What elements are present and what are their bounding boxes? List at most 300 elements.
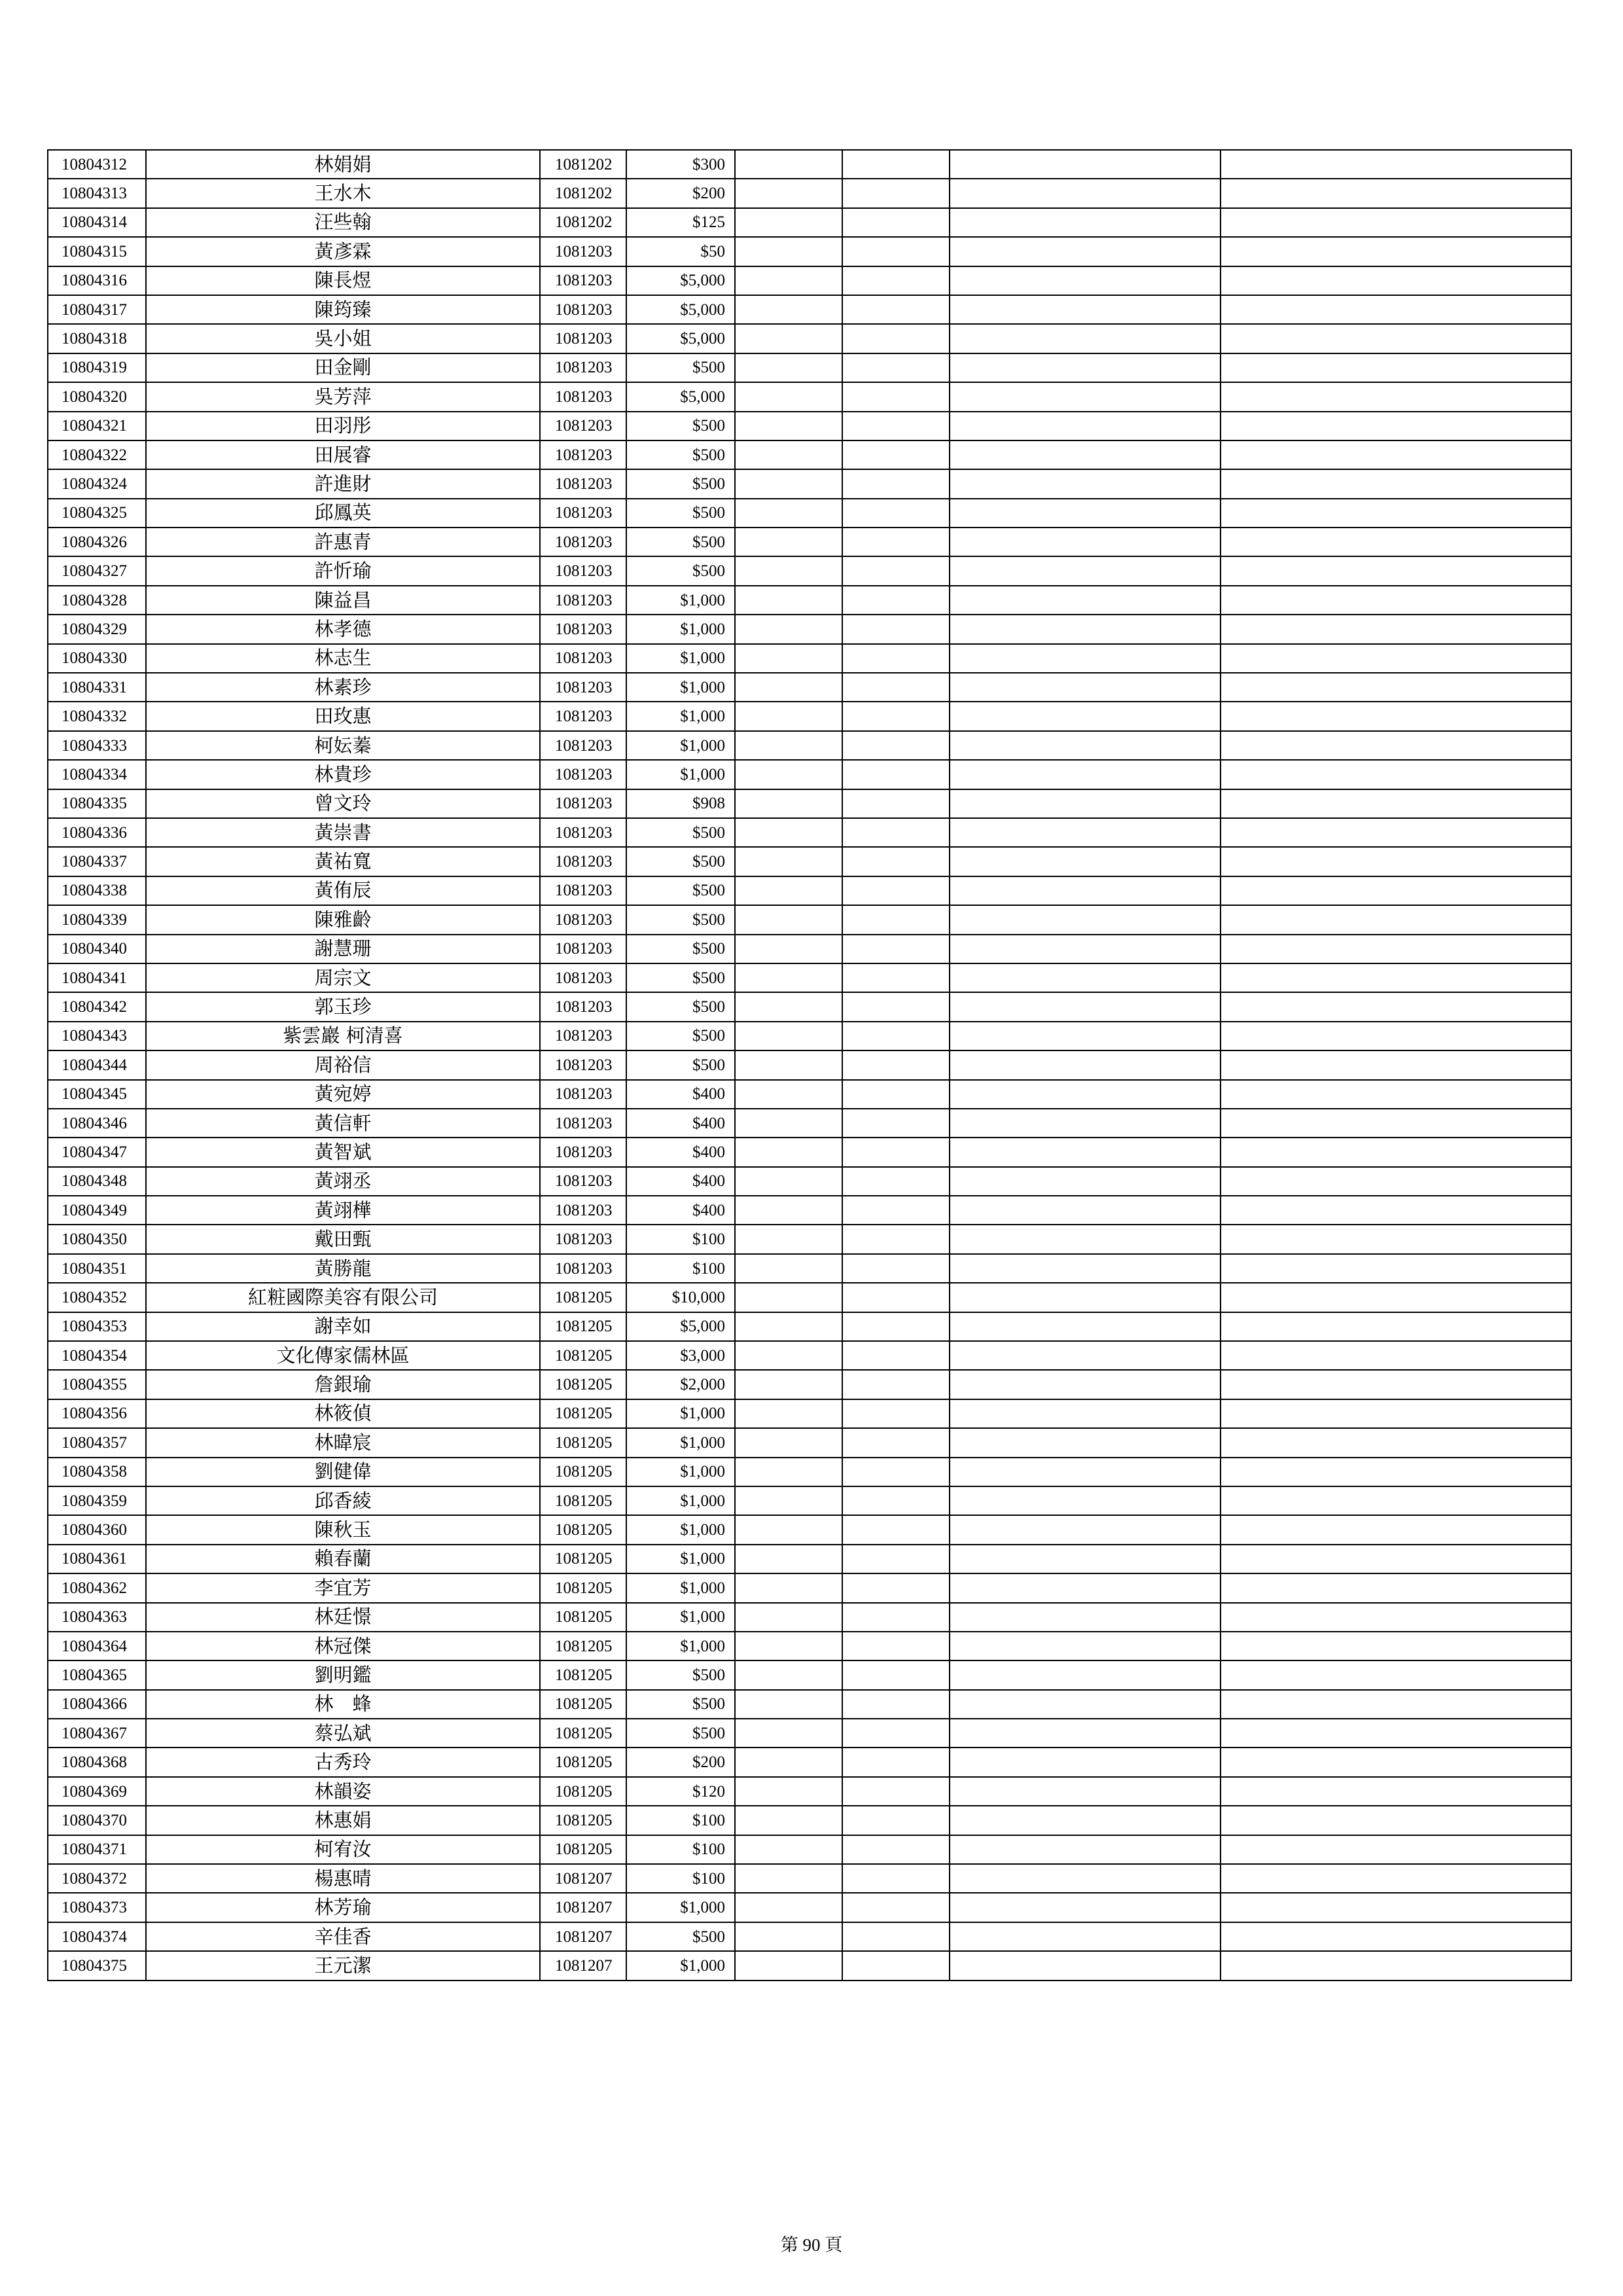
table-row bbox=[48, 499, 1571, 528]
receipt-number-cell: 10804373 bbox=[48, 1893, 146, 1922]
table-row bbox=[48, 702, 1571, 730]
blank-cell bbox=[842, 673, 950, 702]
date-cell: 1081205 bbox=[540, 1545, 626, 1573]
blank-cell bbox=[735, 556, 842, 585]
blank-cell bbox=[950, 847, 1221, 876]
amount-cell: $500 bbox=[626, 412, 735, 440]
blank-cell bbox=[735, 469, 842, 498]
receipt-number-cell: 10804325 bbox=[48, 499, 146, 528]
blank-cell bbox=[842, 1428, 950, 1457]
receipt-number-cell: 10804319 bbox=[48, 353, 146, 382]
donor-name-cell: 許忻瑜 bbox=[146, 556, 540, 585]
amount-cell: $5,000 bbox=[626, 324, 735, 353]
blank-cell bbox=[735, 1486, 842, 1515]
blank-cell bbox=[1221, 1283, 1571, 1312]
blank-cell bbox=[735, 1399, 842, 1428]
blank-cell bbox=[1221, 702, 1571, 730]
date-cell: 1081205 bbox=[540, 1486, 626, 1515]
donor-name-cell: 田金剛 bbox=[146, 353, 540, 382]
blank-cell bbox=[950, 1486, 1221, 1515]
blank-cell bbox=[842, 1719, 950, 1748]
blank-cell bbox=[950, 1167, 1221, 1196]
amount-cell: $3,000 bbox=[626, 1341, 735, 1370]
receipt-number-cell: 10804370 bbox=[48, 1806, 146, 1835]
table-row bbox=[48, 586, 1571, 615]
blank-cell bbox=[735, 1428, 842, 1457]
amount-cell: $500 bbox=[626, 469, 735, 498]
blank-cell bbox=[842, 1399, 950, 1428]
blank-cell bbox=[950, 1225, 1221, 1253]
blank-cell bbox=[735, 1922, 842, 1951]
blank-cell bbox=[735, 1777, 842, 1806]
blank-cell bbox=[950, 731, 1221, 760]
blank-cell bbox=[735, 150, 842, 179]
receipt-number-cell: 10804367 bbox=[48, 1719, 146, 1748]
amount-cell: $120 bbox=[626, 1777, 735, 1806]
amount-cell: $5,000 bbox=[626, 266, 735, 295]
blank-cell bbox=[735, 266, 842, 295]
amount-cell: $2,000 bbox=[626, 1370, 735, 1399]
blank-cell bbox=[735, 644, 842, 673]
date-cell: 1081205 bbox=[540, 1428, 626, 1457]
date-cell: 1081205 bbox=[540, 1573, 626, 1602]
date-cell: 1081207 bbox=[540, 1951, 626, 1980]
table-row bbox=[48, 1428, 1571, 1457]
blank-cell bbox=[950, 1545, 1221, 1573]
blank-cell bbox=[950, 1573, 1221, 1602]
date-cell: 1081205 bbox=[540, 1632, 626, 1660]
blank-cell bbox=[950, 469, 1221, 498]
blank-cell bbox=[842, 1806, 950, 1835]
blank-cell bbox=[735, 499, 842, 528]
amount-cell: $400 bbox=[626, 1167, 735, 1196]
blank-cell bbox=[842, 295, 950, 324]
table-row bbox=[48, 1458, 1571, 1486]
table-row bbox=[48, 382, 1571, 411]
date-cell: 1081203 bbox=[540, 1254, 626, 1283]
blank-cell bbox=[735, 789, 842, 818]
blank-cell bbox=[842, 382, 950, 411]
receipt-number-cell: 10804318 bbox=[48, 324, 146, 353]
amount-cell: $125 bbox=[626, 208, 735, 237]
date-cell: 1081203 bbox=[540, 1138, 626, 1166]
receipt-number-cell: 10804324 bbox=[48, 469, 146, 498]
table-row bbox=[48, 1806, 1571, 1835]
blank-cell bbox=[1221, 1748, 1571, 1776]
blank-cell bbox=[1221, 1573, 1571, 1602]
blank-cell bbox=[950, 1370, 1221, 1399]
table-row bbox=[48, 1632, 1571, 1660]
amount-cell: $500 bbox=[626, 499, 735, 528]
blank-cell bbox=[1221, 1777, 1571, 1806]
blank-cell bbox=[842, 208, 950, 237]
table-row bbox=[48, 1312, 1571, 1341]
table-row bbox=[48, 1341, 1571, 1370]
blank-cell bbox=[1221, 1660, 1571, 1689]
blank-cell bbox=[950, 1283, 1221, 1312]
amount-cell: $500 bbox=[626, 528, 735, 556]
amount-cell: $500 bbox=[626, 818, 735, 847]
blank-cell bbox=[842, 1370, 950, 1399]
donor-name-cell: 黃侑辰 bbox=[146, 876, 540, 905]
receipt-number-cell: 10804316 bbox=[48, 266, 146, 295]
blank-cell bbox=[950, 673, 1221, 702]
blank-cell bbox=[1221, 1370, 1571, 1399]
blank-cell bbox=[735, 818, 842, 847]
amount-cell: $1,000 bbox=[626, 1399, 735, 1428]
blank-cell bbox=[842, 440, 950, 469]
blank-cell bbox=[735, 1748, 842, 1776]
table-row bbox=[48, 935, 1571, 963]
blank-cell bbox=[842, 324, 950, 353]
date-cell: 1081205 bbox=[540, 1603, 626, 1632]
receipt-number-cell: 10804355 bbox=[48, 1370, 146, 1399]
receipt-number-cell: 10804375 bbox=[48, 1951, 146, 1980]
amount-cell: $5,000 bbox=[626, 382, 735, 411]
amount-cell: $500 bbox=[626, 847, 735, 876]
receipt-number-cell: 10804312 bbox=[48, 150, 146, 179]
date-cell: 1081203 bbox=[540, 935, 626, 963]
blank-cell bbox=[735, 1806, 842, 1835]
blank-cell bbox=[1221, 1312, 1571, 1341]
receipt-number-cell: 10804327 bbox=[48, 556, 146, 585]
blank-cell bbox=[950, 905, 1221, 934]
blank-cell bbox=[1221, 1225, 1571, 1253]
blank-cell bbox=[1221, 1458, 1571, 1486]
donor-name-cell: 邱鳳英 bbox=[146, 499, 540, 528]
blank-cell bbox=[842, 789, 950, 818]
amount-cell: $1,000 bbox=[626, 1458, 735, 1486]
blank-cell bbox=[842, 586, 950, 615]
blank-cell bbox=[735, 1341, 842, 1370]
table-row bbox=[48, 150, 1571, 179]
donor-name-cell: 黃智斌 bbox=[146, 1138, 540, 1166]
amount-cell: $908 bbox=[626, 789, 735, 818]
blank-cell bbox=[950, 1341, 1221, 1370]
donor-name-cell: 黃彥霖 bbox=[146, 237, 540, 266]
receipt-number-cell: 10804317 bbox=[48, 295, 146, 324]
table-row bbox=[48, 963, 1571, 992]
blank-cell bbox=[1221, 876, 1571, 905]
blank-cell bbox=[842, 1283, 950, 1312]
date-cell: 1081203 bbox=[540, 1196, 626, 1225]
blank-cell bbox=[842, 702, 950, 730]
blank-cell bbox=[1221, 324, 1571, 353]
blank-cell bbox=[842, 644, 950, 673]
blank-cell bbox=[735, 1660, 842, 1689]
blank-cell bbox=[950, 818, 1221, 847]
blank-cell bbox=[735, 992, 842, 1021]
date-cell: 1081203 bbox=[540, 295, 626, 324]
blank-cell bbox=[842, 731, 950, 760]
table-row bbox=[48, 644, 1571, 673]
blank-cell bbox=[950, 1922, 1221, 1951]
blank-cell bbox=[950, 179, 1221, 207]
table-row bbox=[48, 1080, 1571, 1109]
receipt-number-cell: 10804331 bbox=[48, 673, 146, 702]
table-row bbox=[48, 556, 1571, 585]
date-cell: 1081203 bbox=[540, 1225, 626, 1253]
blank-cell bbox=[1221, 237, 1571, 266]
blank-cell bbox=[735, 208, 842, 237]
blank-cell bbox=[1221, 382, 1571, 411]
blank-cell bbox=[842, 237, 950, 266]
date-cell: 1081203 bbox=[540, 556, 626, 585]
blank-cell bbox=[842, 1167, 950, 1196]
blank-cell bbox=[735, 963, 842, 992]
blank-cell bbox=[1221, 208, 1571, 237]
blank-cell bbox=[950, 382, 1221, 411]
blank-cell bbox=[950, 586, 1221, 615]
donor-name-cell: 林孝德 bbox=[146, 615, 540, 643]
amount-cell: $100 bbox=[626, 1225, 735, 1253]
blank-cell bbox=[1221, 440, 1571, 469]
page-number: 第 90 頁 bbox=[780, 2235, 843, 2255]
receipt-number-cell: 10804356 bbox=[48, 1399, 146, 1428]
blank-cell bbox=[842, 1864, 950, 1893]
table-row bbox=[48, 1515, 1571, 1544]
date-cell: 1081203 bbox=[540, 324, 626, 353]
blank-cell bbox=[735, 179, 842, 207]
blank-cell bbox=[950, 1806, 1221, 1835]
amount-cell: $500 bbox=[626, 1050, 735, 1079]
date-cell: 1081203 bbox=[540, 876, 626, 905]
table-row bbox=[48, 1893, 1571, 1922]
date-cell: 1081207 bbox=[540, 1922, 626, 1951]
blank-cell bbox=[735, 1864, 842, 1893]
donor-name-cell: 柯妘蓁 bbox=[146, 731, 540, 760]
blank-cell bbox=[842, 499, 950, 528]
blank-cell bbox=[950, 440, 1221, 469]
donor-name-cell: 林惠娟 bbox=[146, 1806, 540, 1835]
blank-cell bbox=[1221, 556, 1571, 585]
blank-cell bbox=[950, 615, 1221, 643]
blank-cell bbox=[950, 1719, 1221, 1748]
receipt-number-cell: 10804328 bbox=[48, 586, 146, 615]
blank-cell bbox=[1221, 1603, 1571, 1632]
blank-cell bbox=[1221, 1806, 1571, 1835]
table-row bbox=[48, 528, 1571, 556]
blank-cell bbox=[1221, 528, 1571, 556]
receipt-number-cell: 10804329 bbox=[48, 615, 146, 643]
table-row bbox=[48, 1370, 1571, 1399]
blank-cell bbox=[950, 353, 1221, 382]
receipt-number-cell: 10804339 bbox=[48, 905, 146, 934]
blank-cell bbox=[735, 702, 842, 730]
date-cell: 1081202 bbox=[540, 208, 626, 237]
blank-cell bbox=[735, 1951, 842, 1980]
receipt-number-cell: 10804368 bbox=[48, 1748, 146, 1776]
donor-name-cell: 林素珍 bbox=[146, 673, 540, 702]
blank-cell bbox=[842, 963, 950, 992]
date-cell: 1081205 bbox=[540, 1806, 626, 1835]
donor-name-cell: 林冠傑 bbox=[146, 1632, 540, 1660]
blank-cell bbox=[842, 412, 950, 440]
receipt-number-cell: 10804344 bbox=[48, 1050, 146, 1079]
table-row bbox=[48, 1399, 1571, 1428]
date-cell: 1081203 bbox=[540, 1022, 626, 1050]
amount-cell: $1,000 bbox=[626, 644, 735, 673]
blank-cell bbox=[735, 1719, 842, 1748]
receipt-number-cell: 10804365 bbox=[48, 1660, 146, 1689]
blank-cell bbox=[735, 1080, 842, 1109]
receipt-number-cell: 10804338 bbox=[48, 876, 146, 905]
receipt-number-cell: 10804315 bbox=[48, 237, 146, 266]
blank-cell bbox=[1221, 586, 1571, 615]
blank-cell bbox=[950, 1603, 1221, 1632]
blank-cell bbox=[950, 1632, 1221, 1660]
donor-name-cell: 王水木 bbox=[146, 179, 540, 207]
blank-cell bbox=[1221, 1022, 1571, 1050]
amount-cell: $5,000 bbox=[626, 295, 735, 324]
receipt-number-cell: 10804374 bbox=[48, 1922, 146, 1951]
donor-name-cell: 文化傳家儒林區 bbox=[146, 1341, 540, 1370]
blank-cell bbox=[950, 1050, 1221, 1079]
amount-cell: $1,000 bbox=[626, 673, 735, 702]
donor-name-cell: 許惠青 bbox=[146, 528, 540, 556]
blank-cell bbox=[1221, 1893, 1571, 1922]
donor-name-cell: 林志生 bbox=[146, 644, 540, 673]
receipt-number-cell: 10804345 bbox=[48, 1080, 146, 1109]
date-cell: 1081205 bbox=[540, 1370, 626, 1399]
blank-cell bbox=[842, 1254, 950, 1283]
blank-cell bbox=[842, 1458, 950, 1486]
amount-cell: $400 bbox=[626, 1196, 735, 1225]
blank-cell bbox=[842, 760, 950, 789]
blank-cell bbox=[735, 1603, 842, 1632]
blank-cell bbox=[1221, 1428, 1571, 1457]
date-cell: 1081205 bbox=[540, 1748, 626, 1776]
amount-cell: $500 bbox=[626, 440, 735, 469]
date-cell: 1081207 bbox=[540, 1893, 626, 1922]
blank-cell bbox=[1221, 1864, 1571, 1893]
table-row bbox=[48, 469, 1571, 498]
blank-cell bbox=[1221, 499, 1571, 528]
donor-name-cell: 陳益昌 bbox=[146, 586, 540, 615]
donor-name-cell: 謝幸如 bbox=[146, 1312, 540, 1341]
receipt-number-cell: 10804371 bbox=[48, 1835, 146, 1864]
blank-cell bbox=[735, 237, 842, 266]
blank-cell bbox=[842, 1022, 950, 1050]
receipt-number-cell: 10804369 bbox=[48, 1777, 146, 1806]
amount-cell: $50 bbox=[626, 237, 735, 266]
blank-cell bbox=[735, 353, 842, 382]
blank-cell bbox=[735, 1196, 842, 1225]
blank-cell bbox=[1221, 673, 1571, 702]
donor-name-cell: 黃宛婷 bbox=[146, 1080, 540, 1109]
blank-cell bbox=[735, 1254, 842, 1283]
amount-cell: $1,000 bbox=[626, 1573, 735, 1602]
donor-name-cell: 周宗文 bbox=[146, 963, 540, 992]
blank-cell bbox=[735, 1138, 842, 1166]
amount-cell: $400 bbox=[626, 1080, 735, 1109]
amount-cell: $1,000 bbox=[626, 1893, 735, 1922]
amount-cell: $400 bbox=[626, 1138, 735, 1166]
table-row bbox=[48, 760, 1571, 789]
donor-name-cell: 黃信軒 bbox=[146, 1109, 540, 1138]
donor-name-cell: 蔡弘斌 bbox=[146, 1719, 540, 1748]
blank-cell bbox=[950, 1109, 1221, 1138]
blank-cell bbox=[842, 1893, 950, 1922]
amount-cell: $1,000 bbox=[626, 731, 735, 760]
table-row bbox=[48, 1603, 1571, 1632]
table-row bbox=[48, 208, 1571, 237]
blank-cell bbox=[950, 1196, 1221, 1225]
blank-cell bbox=[1221, 295, 1571, 324]
receipt-number-cell: 10804320 bbox=[48, 382, 146, 411]
blank-cell bbox=[735, 615, 842, 643]
blank-cell bbox=[950, 1660, 1221, 1689]
blank-cell bbox=[1221, 1545, 1571, 1573]
amount-cell: $500 bbox=[626, 1690, 735, 1719]
blank-cell bbox=[950, 1893, 1221, 1922]
blank-cell bbox=[950, 324, 1221, 353]
donor-name-cell: 柯宥汝 bbox=[146, 1835, 540, 1864]
blank-cell bbox=[842, 1225, 950, 1253]
table-row bbox=[48, 1835, 1571, 1864]
date-cell: 1081203 bbox=[540, 237, 626, 266]
blank-cell bbox=[735, 1545, 842, 1573]
date-cell: 1081203 bbox=[540, 266, 626, 295]
receipt-number-cell: 10804322 bbox=[48, 440, 146, 469]
donor-name-cell: 陳雅齡 bbox=[146, 905, 540, 934]
amount-cell: $500 bbox=[626, 876, 735, 905]
blank-cell bbox=[950, 1835, 1221, 1864]
amount-cell: $100 bbox=[626, 1254, 735, 1283]
blank-cell bbox=[842, 1660, 950, 1689]
receipt-number-cell: 10804314 bbox=[48, 208, 146, 237]
table-row bbox=[48, 179, 1571, 207]
blank-cell bbox=[950, 295, 1221, 324]
amount-cell: $100 bbox=[626, 1806, 735, 1835]
blank-cell bbox=[950, 1080, 1221, 1109]
blank-cell bbox=[950, 1864, 1221, 1893]
blank-cell bbox=[735, 1225, 842, 1253]
date-cell: 1081203 bbox=[540, 353, 626, 382]
table-row bbox=[48, 412, 1571, 440]
receipt-number-cell: 10804335 bbox=[48, 789, 146, 818]
blank-cell bbox=[1221, 615, 1571, 643]
blank-cell bbox=[735, 1458, 842, 1486]
table-row bbox=[48, 1486, 1571, 1515]
blank-cell bbox=[950, 789, 1221, 818]
blank-cell bbox=[735, 731, 842, 760]
donor-name-cell: 吳芳萍 bbox=[146, 382, 540, 411]
blank-cell bbox=[950, 208, 1221, 237]
blank-cell bbox=[842, 1312, 950, 1341]
table-row bbox=[48, 440, 1571, 469]
table-row bbox=[48, 266, 1571, 295]
date-cell: 1081203 bbox=[540, 440, 626, 469]
blank-cell bbox=[842, 615, 950, 643]
blank-cell bbox=[1221, 644, 1571, 673]
blank-cell bbox=[1221, 847, 1571, 876]
blank-cell bbox=[1221, 179, 1571, 207]
receipt-number-cell: 10804357 bbox=[48, 1428, 146, 1457]
donor-name-cell: 林 蜂 bbox=[146, 1690, 540, 1719]
amount-cell: $1,000 bbox=[626, 586, 735, 615]
blank-cell bbox=[735, 1632, 842, 1660]
date-cell: 1081203 bbox=[540, 905, 626, 934]
blank-cell bbox=[735, 1109, 842, 1138]
receipt-number-cell: 10804361 bbox=[48, 1545, 146, 1573]
blank-cell bbox=[1221, 1109, 1571, 1138]
date-cell: 1081203 bbox=[540, 412, 626, 440]
blank-cell bbox=[950, 876, 1221, 905]
blank-cell bbox=[842, 876, 950, 905]
donor-name-cell: 許進財 bbox=[146, 469, 540, 498]
donor-name-cell: 林娟娟 bbox=[146, 150, 540, 179]
